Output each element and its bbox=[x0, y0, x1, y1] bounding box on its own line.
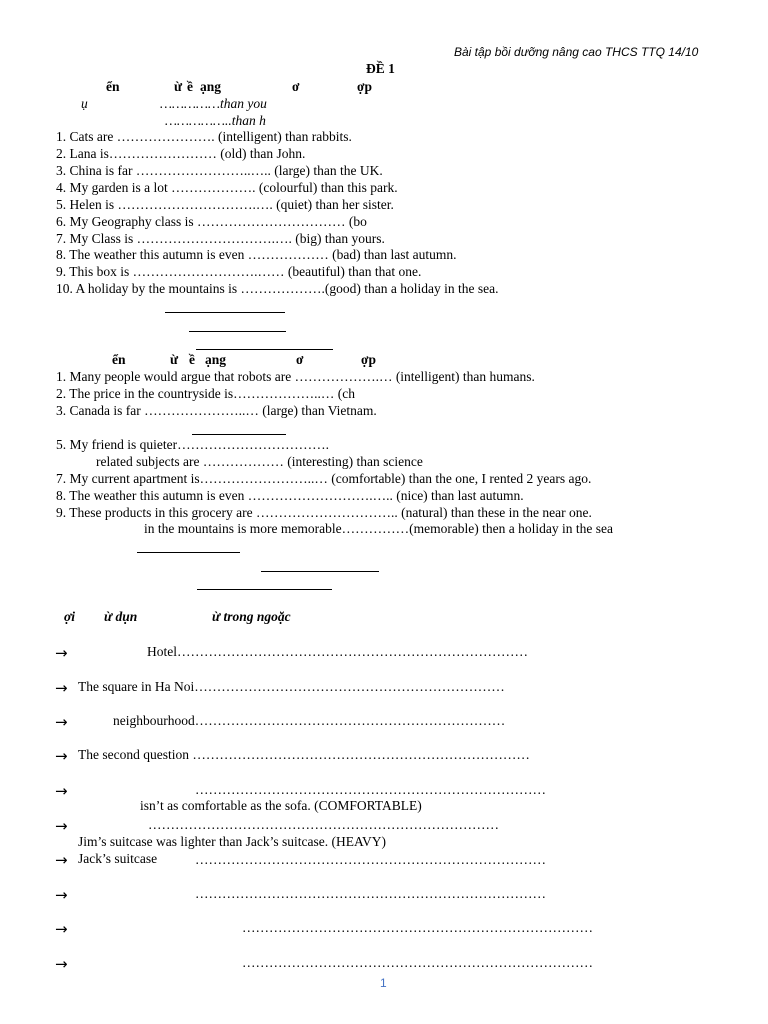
exercise-item: 8. The weather this autumn is even ……………………….….. (nice) than last autumn. bbox=[56, 488, 524, 503]
divider-line bbox=[261, 571, 379, 572]
heading-fragment: ợp bbox=[357, 79, 372, 94]
arrow-icon: → bbox=[55, 886, 68, 904]
example-line: ……………than you bbox=[160, 96, 267, 111]
exercise-item: 1. Cats are …………………. (intelligent) than rabbits. bbox=[56, 129, 352, 144]
page-title: ĐỀ 1 bbox=[366, 61, 395, 76]
exercise-item: 7. My current apartment is……………………..… (comfortable) than the one, I rented 2 years ago. bbox=[56, 471, 592, 486]
arrow-icon: → bbox=[55, 817, 68, 835]
arrow-icon: → bbox=[55, 713, 68, 731]
divider-line bbox=[189, 331, 286, 332]
divider-line bbox=[137, 552, 240, 553]
rewrite-line: Jack’s suitcase bbox=[78, 851, 158, 866]
arrow-icon: → bbox=[55, 955, 68, 973]
arrow-icon: → bbox=[55, 851, 68, 869]
exercise-item: 1. Many people would argue that robots are ……………….… (intelligent) than humans. bbox=[56, 369, 535, 384]
divider-line bbox=[197, 589, 332, 590]
heading-fragment: ển bbox=[106, 79, 120, 94]
heading-fragment: ạng bbox=[200, 79, 222, 94]
heading-fragment: ề bbox=[189, 352, 195, 367]
rewrite-line: neighbourhood…………………………………………………………… bbox=[113, 713, 506, 728]
arrow-icon: → bbox=[55, 679, 68, 697]
example-marker: ụ bbox=[81, 96, 88, 111]
heading-fragment: ề bbox=[187, 79, 193, 94]
heading-fragment: ển bbox=[112, 352, 126, 367]
heading-fragment: ừ trong ngoặc bbox=[212, 609, 291, 624]
exercise-item: 4. My garden is a lot ………………. (colourful) than this park. bbox=[56, 180, 398, 195]
arrow-icon: → bbox=[55, 644, 68, 662]
heading-fragment: ừ bbox=[174, 79, 183, 94]
heading-fragment: ơ bbox=[296, 352, 304, 367]
exercise-item: 5. My friend is quieter……………………………. bbox=[56, 437, 329, 452]
rewrite-line: The square in Ha Noi…………………………………………………………… bbox=[78, 679, 505, 694]
arrow-icon: → bbox=[55, 782, 68, 800]
exercise-item: 2. The price in the countryside is………………..… (ch bbox=[56, 386, 355, 401]
heading-fragment: ừ bbox=[170, 352, 179, 367]
rewrite-line: …………………………………………………………………… bbox=[195, 782, 546, 797]
exercise-item: 9. These products in this grocery are ………………………….. (natural) than these in the near one. bbox=[56, 505, 592, 520]
rewrite-prompt: Jim’s suitcase was lighter than Jack’s suitcase. (HEAVY) bbox=[78, 834, 386, 849]
example-line: ……………..than h bbox=[165, 113, 266, 128]
rewrite-line: …………………………………………………………………… bbox=[242, 955, 593, 970]
exercise-item: 2. Lana is…………………… (old) than John. bbox=[56, 146, 306, 161]
rewrite-line: …………………………………………………………………… bbox=[195, 886, 546, 901]
divider-line bbox=[196, 349, 333, 350]
exercise-item: 9. This box is ……………………….…… (beautiful) than that one. bbox=[56, 264, 422, 279]
rewrite-line: …………………………………………………………………… bbox=[148, 817, 499, 832]
heading-fragment: ừ dụn bbox=[104, 609, 138, 624]
arrow-icon: → bbox=[55, 920, 68, 938]
exercise-item: 5. Helen is ………………………….…. (quiet) than her sister. bbox=[56, 197, 394, 212]
rewrite-line: Hotel…………………………………………………………………… bbox=[147, 644, 528, 659]
exercise-item: 7. My Class is ………………………….…. (big) than yours. bbox=[56, 231, 385, 246]
rewrite-line: …………………………………………………………………… bbox=[242, 920, 593, 935]
rewrite-line: The second question ………………………………………………………………… bbox=[78, 747, 530, 762]
exercise-item: 10. A holiday by the mountains is ……………….(good) than a holiday in the sea. bbox=[56, 281, 499, 296]
heading-fragment: ợp bbox=[361, 352, 376, 367]
exercise-item: 8. The weather this autumn is even ……………… (bad) than last autumn. bbox=[56, 247, 457, 262]
divider-line bbox=[192, 434, 286, 435]
heading-fragment: ạng bbox=[205, 352, 227, 367]
arrow-icon: → bbox=[55, 747, 68, 765]
exercise-item: 3. Canada is far …………………..… (large) than Vietnam. bbox=[56, 403, 377, 418]
divider-line bbox=[165, 312, 285, 313]
page-number: 1 bbox=[380, 976, 387, 990]
exercise-item: in the mountains is more memorable……………(memorable) then a holiday in the sea bbox=[144, 521, 614, 536]
heading-fragment: ơ bbox=[292, 79, 300, 94]
exercise-item: 3. China is far ……………………..….. (large) than the UK. bbox=[56, 163, 383, 178]
rewrite-prompt: isn’t as comfortable as the sofa. (COMFORTABLE) bbox=[140, 798, 422, 813]
header-note: Bài tập bồi dưỡng nâng cao THCS TTQ 14/10 bbox=[454, 45, 699, 59]
exercise-item: 6. My Geography class is …………………………… (bo bbox=[56, 214, 367, 229]
exercise-item: related subjects are ……………… (interesting) than science bbox=[96, 454, 423, 469]
rewrite-dots: …………………………………………………………………… bbox=[195, 852, 546, 867]
heading-fragment: ợi bbox=[64, 609, 75, 624]
